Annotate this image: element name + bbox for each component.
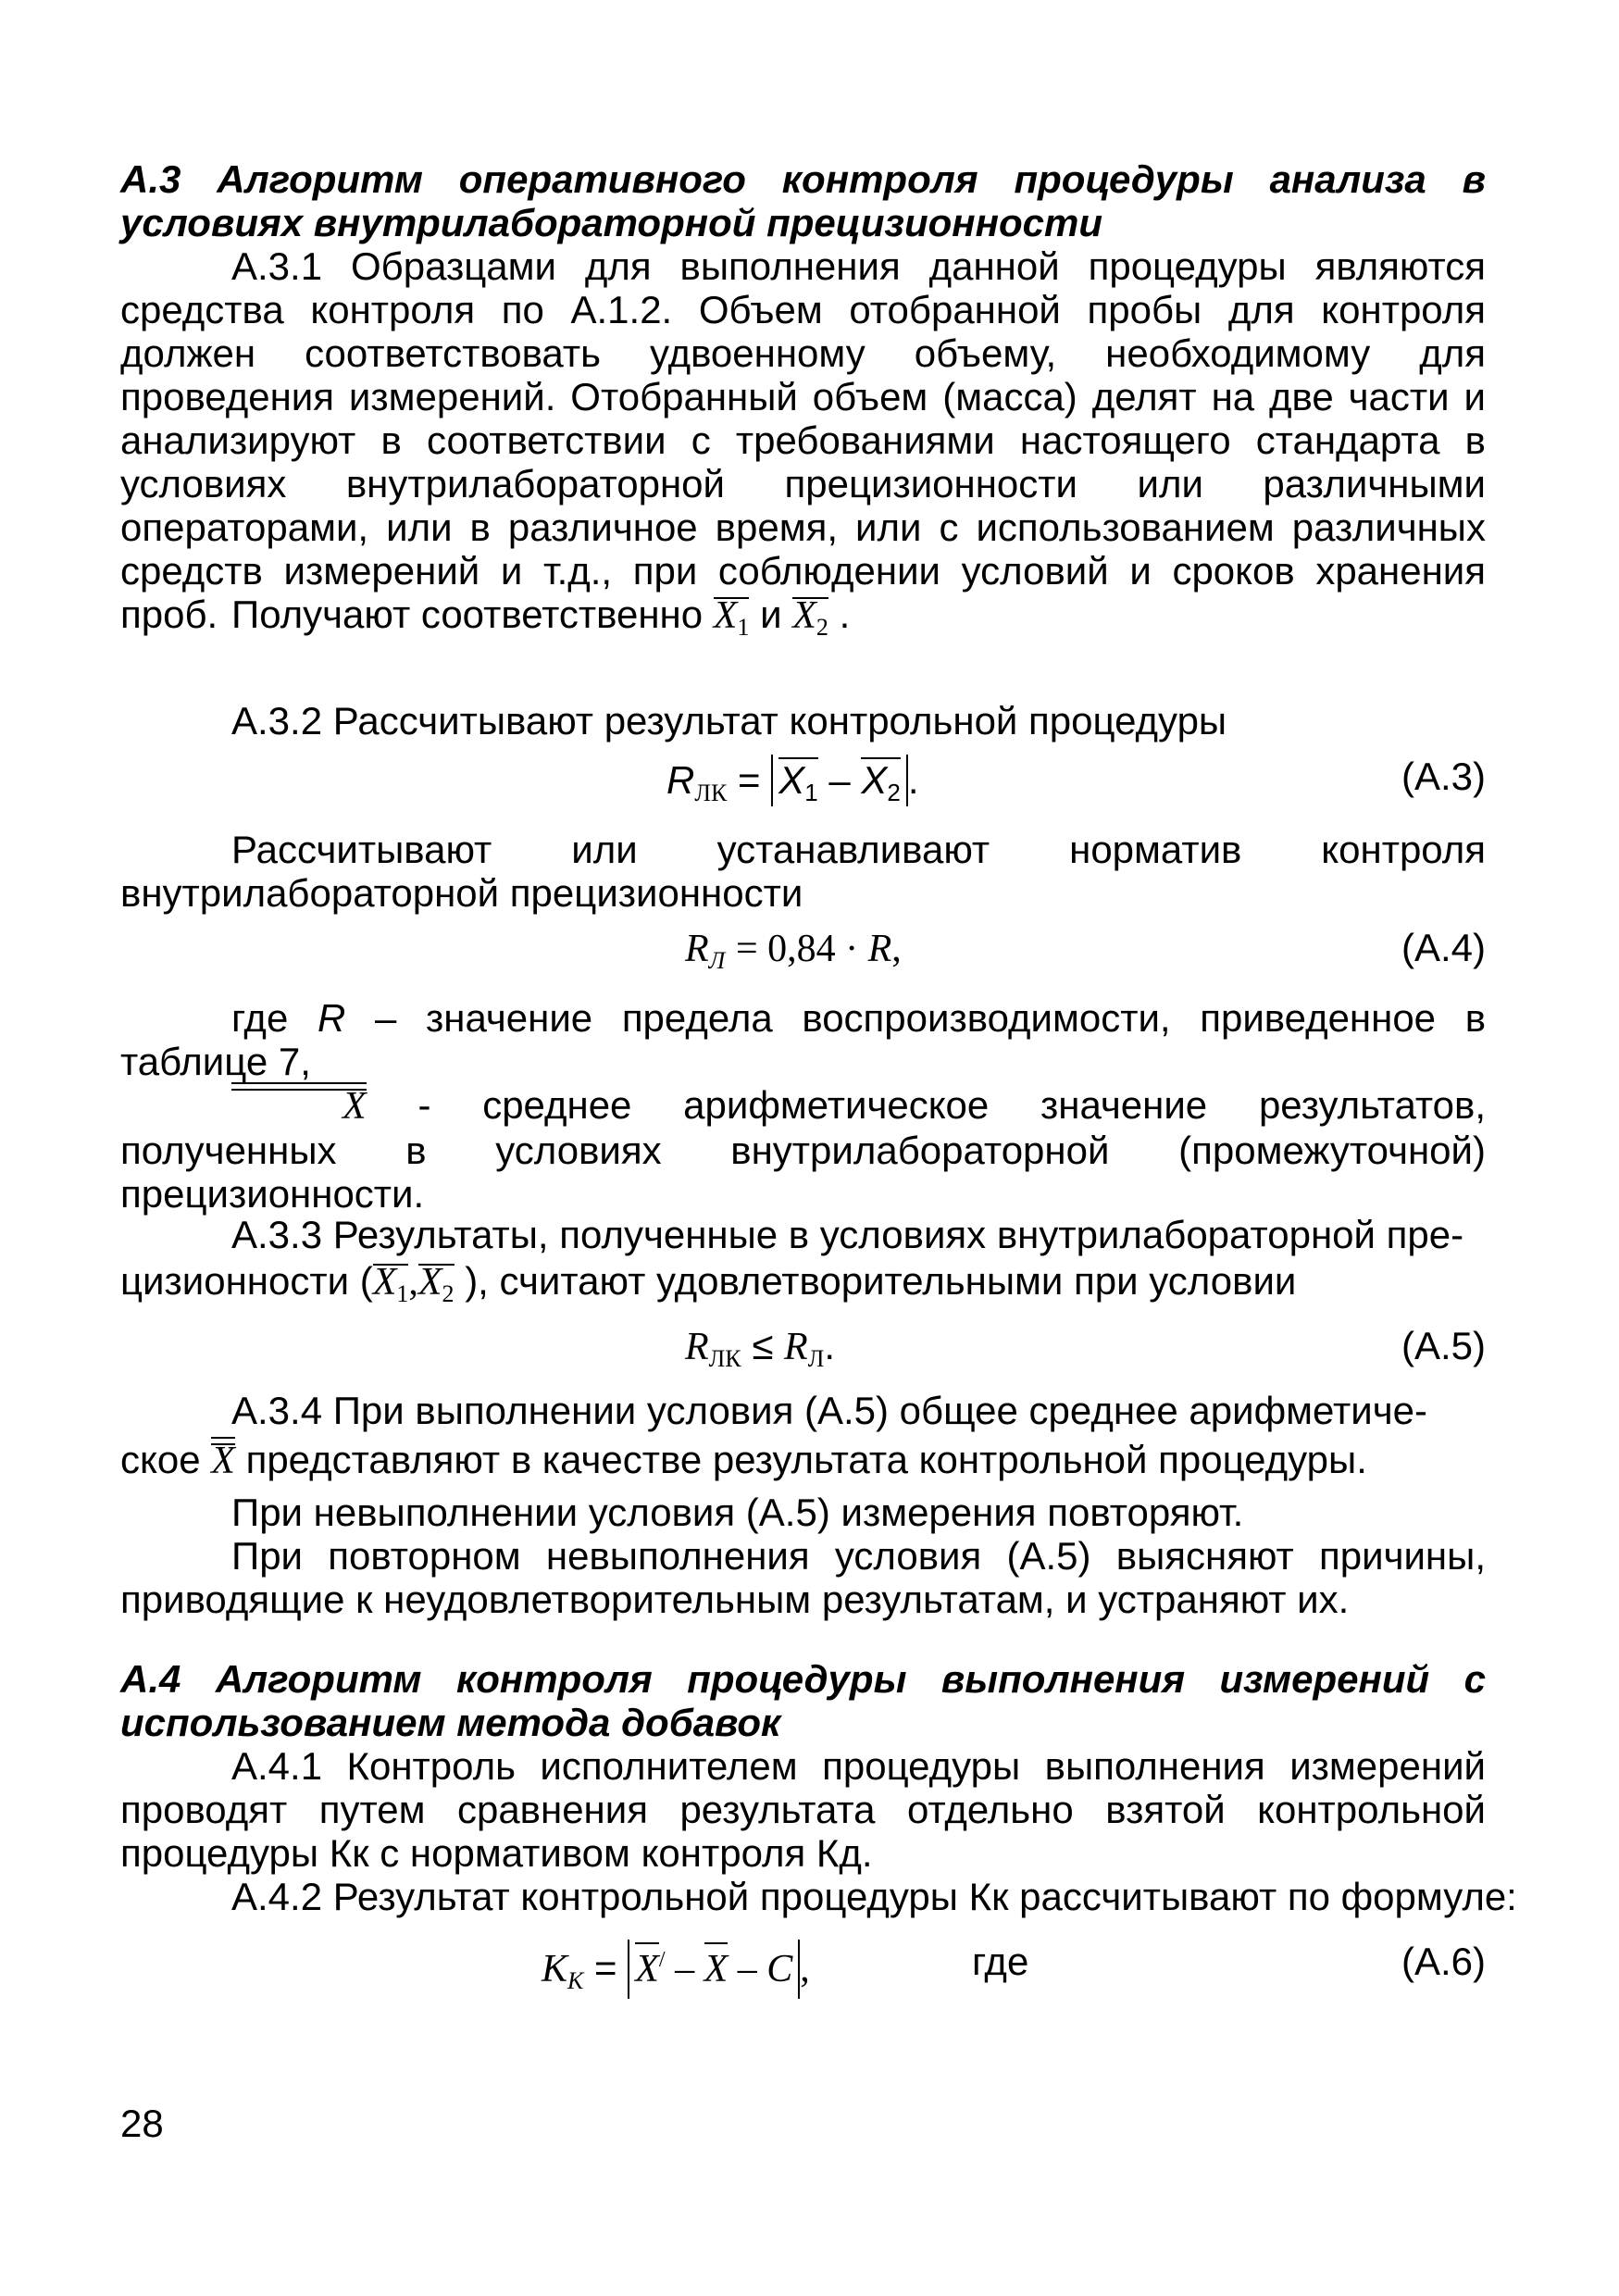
text-dot: . [839, 593, 851, 636]
paragraph-a3-norm: Рассчитывают или устанавливают норматив контроля внутрилабораторной прецизионности [120, 828, 1486, 915]
line-a3-3-condition: цизионности ($X_1,X_2$ ), считают удовлетворительными при условии [120, 1259, 1297, 1307]
text-get-prefix: Получают соответственно [231, 593, 704, 636]
symbol-x2-bar: $X_2$ [792, 594, 828, 641]
abs-difference: $X_1 - X_2$ [771, 755, 908, 806]
paragraph-a4-2: А.4.2 Результат контрольной процедуры Кк рассчитывают по формуле: [231, 1875, 1517, 1918]
equation-a4-rhs: = 0,84 · [735, 928, 868, 970]
symbol-x-double-bar: X [231, 1085, 367, 1129]
symbol-r-lk: $R_{ЛК}$ [685, 1326, 741, 1372]
paragraph-a3-3-line1: А.3.3 Результаты, полученные в условиях внутрилабораторной пре- [231, 1213, 1464, 1256]
symbol-r: R [317, 996, 346, 1040]
paragraph-where-r: где R – значение предела воспроизводимости, приведенное в таблице 7, [120, 996, 1487, 1083]
text-and: и [760, 593, 782, 636]
equation-number-a3: (А.3) [1401, 755, 1486, 798]
symbol-x-bar: X [704, 1940, 729, 1999]
line-a3-4: ское X представляют в качестве результата контрольной процедуры. [120, 1438, 1367, 1482]
symbol-x2-bar: $X_2$ [861, 755, 900, 806]
symbol-x2-bar: $X_2$ [417, 1261, 455, 1307]
section-a3-heading: А.3 Алгоритм оперативного контроля процедуры анализа в условиях внутрилабораторной прецизионности [120, 157, 1486, 244]
symbol-r-lk: $R_{ЛК}$ [666, 758, 728, 806]
text-where: где [972, 1940, 1029, 1983]
paragraph-repeat: При невыполнении условия (А.5) измерения повторяют. [231, 1491, 1244, 1534]
symbol-r-l: $R_Л$ [685, 928, 726, 974]
paragraph-a3-1: А.3.1 Образцами для выполнения данной процедуры являются средства контроля по А.1.2. Объем отобранной пробы для контроля должен соответствовать удвоенному объему, необходимому для проведения измерений. Отобранный объем (масса) делят на две части и анализируют в соответствии с требованиями настоящего стандарта в условиях внутрилабораторной прецизионности или различными операторами, или в различное время, или с использованием различных средств измерений и т.д., при соблюдении условий и сроков хранения проб. [120, 244, 1486, 636]
symbol-x-double-bar: X [211, 1440, 235, 1482]
equation-a3: $R_{ЛК} = X_1 - X_2$ . (А.3) [666, 755, 1486, 806]
symbol-x1-bar: $X_1$ [372, 1261, 409, 1307]
paragraph-a3-2: А.3.2 Рассчитывают результат контрольной процедуры [231, 699, 1227, 742]
paragraph-a4-1: А.4.1 Контроль исполнителем процедуры выполнения измерений проводят путем сравнения результата отдельно взятой контрольной процедуры Кк с нормативом контроля Кд. [120, 1744, 1486, 1875]
paragraph-repeat-failure: При повторном невыполнения условия (А.5) выясняют причины, приводящие к неудовлетворительным результатам, и устраняют их. [120, 1534, 1486, 1621]
equation-a5: $R_{ЛК} \le R_Л$. (А.5) [685, 1324, 1486, 1372]
equation-a4: $R_Л = 0,84 \cdot R$, (А.4) [685, 926, 1486, 974]
symbol-r-l: $R_Л$ [784, 1326, 825, 1372]
paragraph-a3-4-line1: А.3.4 При выполнении условия (А.5) общее среднее арифметиче- [231, 1389, 1427, 1432]
section-a4-heading: А.4 Алгоритм контроля процедуры выполнения измерений с использованием метода добавок [120, 1657, 1486, 1744]
equation-number-a5: (А.5) [1401, 1324, 1486, 1367]
equation-a6: $K_K = X^/ - X - C$ , где (А.6) [120, 1930, 1486, 2014]
symbol-x1-bar: $X_1$ [713, 594, 750, 641]
abs-expression: X/ – X – C [628, 1940, 800, 1999]
line-get-values [120, 583, 1486, 648]
symbol-k-k: $K_K$ [542, 1948, 584, 1994]
symbol-x-prime-bar: X [635, 1940, 659, 1999]
page-number: 28 [120, 2102, 164, 2145]
less-equal-sign: ≤ [752, 1324, 774, 1367]
equation-number-a4: (А.4) [1401, 926, 1486, 969]
equals-sign: = [738, 758, 761, 802]
symbol-x1-bar: $X_1$ [778, 755, 817, 806]
paragraph-x-mean: X - среднее арифметическое значение результатов, полученных в условиях внутрилабораторной (промежуточной) прецизионности. [120, 1083, 1487, 1216]
equation-number-a6: (А.6) [1401, 1940, 1486, 1983]
